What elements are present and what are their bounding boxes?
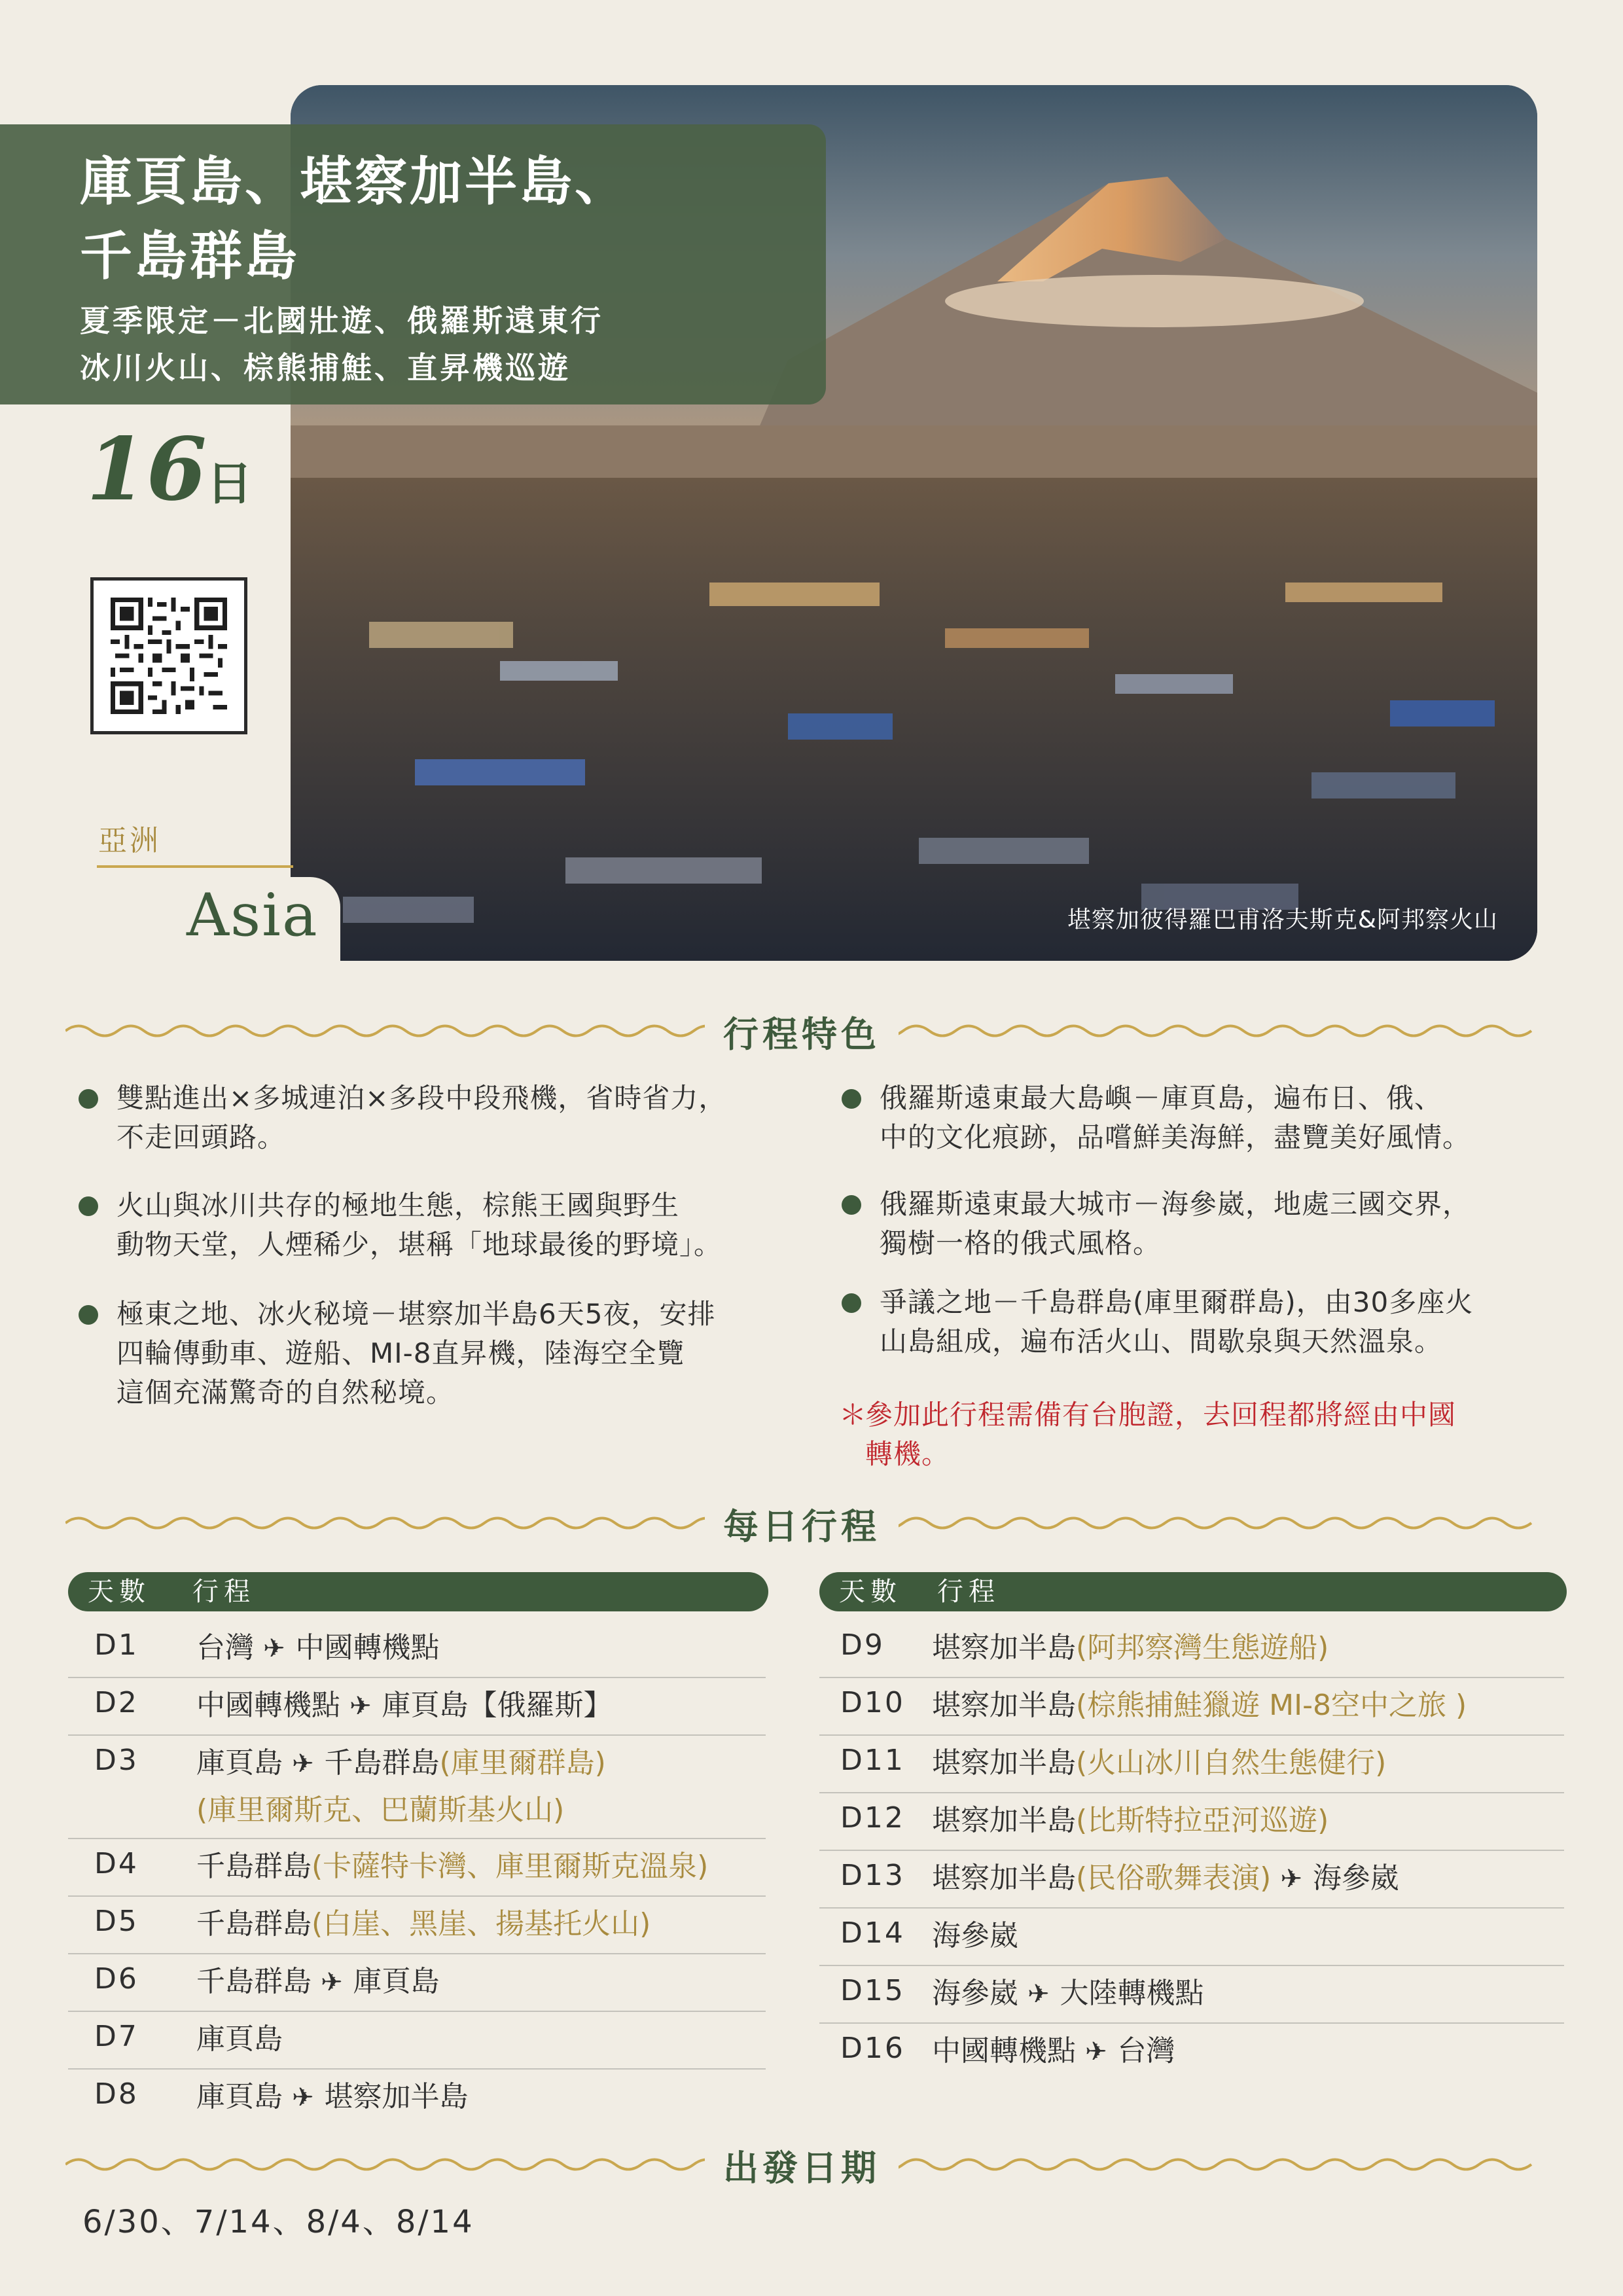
feature-item: [76, 1079, 726, 1157]
photo-caption: 堪察加彼得羅巴甫洛夫斯克&阿邦察火山: [1067, 906, 1498, 933]
row-day: D4: [94, 1847, 139, 1880]
row-route: 千島群島(卡薩特卡灣、庫里爾斯克溫泉): [196, 1850, 709, 1883]
itinerary-row: [819, 1912, 1564, 1966]
plane-icon: ✈: [1085, 2037, 1107, 2067]
row-route: 千島群島(白崖、黑崖、揚基托火山): [196, 1907, 651, 1941]
itinerary-row: [819, 1682, 1564, 1736]
feature-text: 雙點進出×多城連泊×多段中段飛機，省時省力，: [116, 1082, 727, 1114]
row-day: D11: [840, 1744, 905, 1777]
row-route-detail: (庫里爾斯克、巴蘭斯基火山): [196, 1793, 565, 1827]
bullet-icon: [842, 1195, 861, 1215]
row-day: D10: [840, 1686, 905, 1719]
departure-title: 出發日期: [705, 2147, 899, 2189]
itinerary-row: [68, 1740, 766, 1839]
feature-text: 山島組成，遍布活火山、間歇泉與天然溫泉。: [880, 1325, 1443, 1357]
row-day: D9: [840, 1628, 885, 1662]
itinerary-header-left: [68, 1572, 768, 1611]
itinerary-row: [68, 1682, 766, 1736]
row-route: 堪察加半島(比斯特拉亞河巡遊): [932, 1804, 1329, 1837]
header-route: 行程: [192, 1577, 255, 1607]
itinerary-row: [68, 1624, 766, 1678]
row-route: 台灣 ✈ 中國轉機點: [196, 1624, 440, 1672]
feature-text: 俄羅斯遠東最大島嶼－庫頁島，遍布日、俄、: [880, 1082, 1443, 1114]
features-title: 行程特色: [705, 1014, 899, 1055]
header-day: 天數: [88, 1577, 151, 1607]
note-text: 轉機。: [865, 1438, 950, 1470]
row-day: D2: [94, 1686, 139, 1719]
row-route: 庫頁島: [196, 2022, 283, 2056]
itinerary-row: [819, 1624, 1564, 1678]
tour-title-line1: 庫頁島、堪察加半島、: [80, 151, 630, 212]
itinerary-row: [68, 1958, 766, 2012]
row-route: 海參崴: [932, 1919, 1018, 1952]
feature-text: 火山與冰川共存的極地生態，棕熊王國與野生: [116, 1189, 680, 1221]
feature-item: [76, 1295, 715, 1412]
plane-icon: ✈: [292, 2083, 314, 2113]
plane-icon: ✈: [1027, 1979, 1050, 2009]
features-section-header: [65, 1007, 1538, 1059]
row-day: D5: [94, 1905, 139, 1938]
row-day: D8: [94, 2077, 139, 2111]
itinerary-row: [819, 1970, 1564, 2024]
row-route: 中國轉機點 ✈ 庫頁島【俄羅斯】: [196, 1682, 613, 1730]
row-route: 中國轉機點 ✈ 台灣: [932, 2028, 1175, 2075]
plane-icon: ✈: [321, 1967, 343, 1998]
row-route: 庫頁島 ✈ 堪察加半島: [196, 2073, 469, 2121]
plane-icon: ✈: [263, 1634, 285, 1664]
row-route: 庫頁島 ✈ 千島群島(庫里爾群島): [196, 1740, 606, 1787]
row-route: 千島群島 ✈ 庫頁島: [196, 1958, 440, 2006]
bullet-icon: [79, 1089, 98, 1109]
itinerary-row: [68, 1901, 766, 1954]
tour-subtitle-line2: 冰川火山、棕熊捕鮭、直昇機巡遊: [80, 350, 571, 386]
itinerary-row: [68, 2016, 766, 2070]
feature-item: [76, 1186, 722, 1265]
visa-note: [839, 1395, 1456, 1474]
plane-icon: ✈: [349, 1691, 372, 1721]
row-route: 海參崴 ✈ 大陸轉機點: [932, 1970, 1204, 2018]
note-text: 參加此行程需備有台胞證，去回程都將經由中國: [865, 1399, 1457, 1431]
bullet-icon: [79, 1196, 98, 1216]
feature-text: 俄羅斯遠東最大城市－海參崴，地處三國交界，: [880, 1188, 1471, 1220]
title-panel: [0, 124, 826, 404]
itinerary-row: [68, 2073, 766, 2127]
daily-section-header: [65, 1499, 1538, 1551]
row-day: D3: [94, 1744, 139, 1777]
feature-text: 四輪傳動車、遊船、MI-8直昇機，陸海空全覽: [116, 1337, 685, 1369]
region-label-zh: 亞洲: [98, 824, 161, 857]
bullet-icon: [79, 1305, 98, 1325]
header-day: 天數: [839, 1577, 902, 1607]
feature-item: [839, 1185, 1471, 1263]
itinerary-row: [68, 1843, 766, 1897]
duration-unit: 日: [206, 456, 253, 511]
itinerary-row: [819, 1740, 1564, 1793]
row-day: D16: [840, 2032, 905, 2065]
itinerary-header-right: [819, 1572, 1567, 1611]
row-day: D15: [840, 1974, 905, 2007]
feature-text: 動物天堂，人煙稀少，堪稱「地球最後的野境」。: [116, 1229, 722, 1261]
bullet-icon: [842, 1293, 861, 1313]
row-route: 堪察加半島(火山冰川自然生態健行): [932, 1746, 1387, 1780]
tour-title-line2: 千島群島: [80, 225, 300, 287]
plane-icon: ✈: [292, 1749, 314, 1779]
row-route: 堪察加半島(棕熊捕鮭獵遊 MI-8空中之旅 ): [932, 1689, 1467, 1722]
itinerary-row: [819, 1855, 1564, 1909]
plane-icon: ✈: [1280, 1864, 1302, 1894]
region-label-en: Asia: [187, 881, 319, 950]
row-day: D7: [94, 2020, 139, 2053]
feature-text: 不走回頭路。: [116, 1121, 286, 1153]
row-day: D13: [840, 1859, 905, 1892]
feature-text: 爭議之地－千島群島(庫里爾群島)，由30多座火: [880, 1286, 1474, 1318]
region-divider: [97, 865, 293, 868]
daily-title: 每日行程: [705, 1506, 899, 1547]
itinerary-row: [819, 2028, 1564, 2081]
asterisk-icon: ＊: [839, 1399, 868, 1431]
row-day: D12: [840, 1801, 905, 1835]
header-route: 行程: [937, 1577, 1000, 1607]
departure-section-header: [65, 2140, 1538, 2193]
feature-text: 獨樹一格的俄式風格。: [880, 1227, 1162, 1259]
bullet-icon: [842, 1089, 861, 1109]
feature-item: [839, 1283, 1473, 1361]
feature-text: 這個充滿驚奇的自然秘境。: [116, 1376, 455, 1408]
row-route: 堪察加半島(阿邦察灣生態遊船): [932, 1631, 1329, 1664]
row-day: D6: [94, 1962, 139, 1996]
feature-text: 極東之地、冰火秘境－堪察加半島6天5夜，安排: [116, 1298, 716, 1330]
row-day: D1: [94, 1628, 139, 1662]
qr-code[interactable]: [90, 577, 247, 734]
tour-duration: [86, 419, 253, 520]
departure-dates: 6/30、7/14、8/4、8/14: [82, 2204, 474, 2240]
tour-subtitle-line1: 夏季限定－北國壯遊、俄羅斯遠東行: [80, 303, 603, 338]
duration-number: 16: [86, 419, 207, 520]
qr-code-icon: [111, 598, 227, 714]
feature-item: [839, 1079, 1471, 1157]
feature-text: 中的文化痕跡，品嚐鮮美海鮮，盡覽美好風情。: [880, 1121, 1471, 1153]
row-day: D14: [840, 1916, 905, 1950]
itinerary-row: [819, 1797, 1564, 1851]
row-route: 堪察加半島(民俗歌舞表演) ✈ 海參崴: [932, 1855, 1399, 1903]
